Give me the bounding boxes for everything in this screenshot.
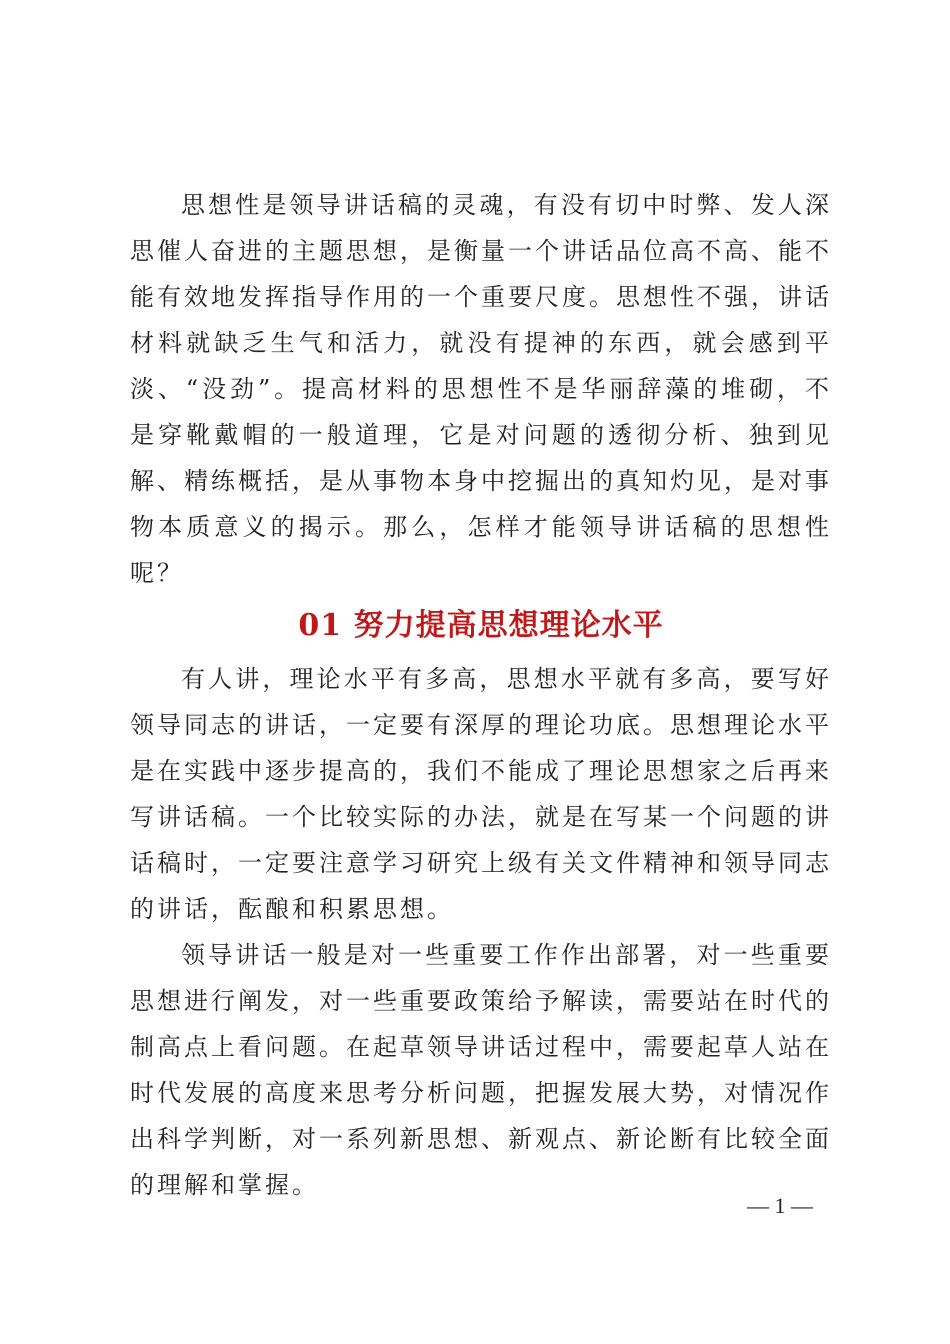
section-paragraph-2: 领导讲话一般是对一些重要工作作出部署，对一些重要思想进行阐发，对一些重要政策给予解读，需要站在时代的制高点上看问题。在起草领导讲话过程中，需要起草人站在时代发展的高度来思考分析问题，把握发展大势，对情况作出科学判断，对一系列新思想、新观点、新论断有比较全面的理解和掌握。 xyxy=(130,941,832,1199)
intro-paragraph: 思想性是领导讲话稿的灵魂，有没有切中时弊、发人深思催人奋进的主题思想，是衡量一个讲话品位高不高、能不能有效地发挥指导作用的一个重要尺度。思想性不强，讲话材料就缺乏生气和活力，就没有提神的东西，就会感到平淡、“没劲”。提高材料的思想性不是华丽辞藻的堆砌，不是穿靴戴帽的一般道理，它是对问题的透彻分析、独到见解、精练概括，是从事物本身中挖掘出的真知灼见，是对事物本质意义的揭示。那么，怎样才能领导讲话稿的思想性呢？ xyxy=(130,191,832,587)
document-body xyxy=(130,182,832,1208)
section-heading: 01 努力提高思想理论水平 xyxy=(298,608,664,643)
page-number: — 1 — xyxy=(747,1193,813,1218)
section-paragraph-1: 有人讲，理论水平有多高，思想水平就有多高，要写好领导同志的讲话，一定要有深厚的理论功底。思想理论水平是在实践中逐步提高的，我们不能成了理论思想家之后再来写讲话稿。一个比较实际的办法，就是在写某一个问题的讲话稿时，一定要注意学习研究上级有关文件精神和领导同志的讲话，酝酿和积累思想。 xyxy=(130,665,832,923)
